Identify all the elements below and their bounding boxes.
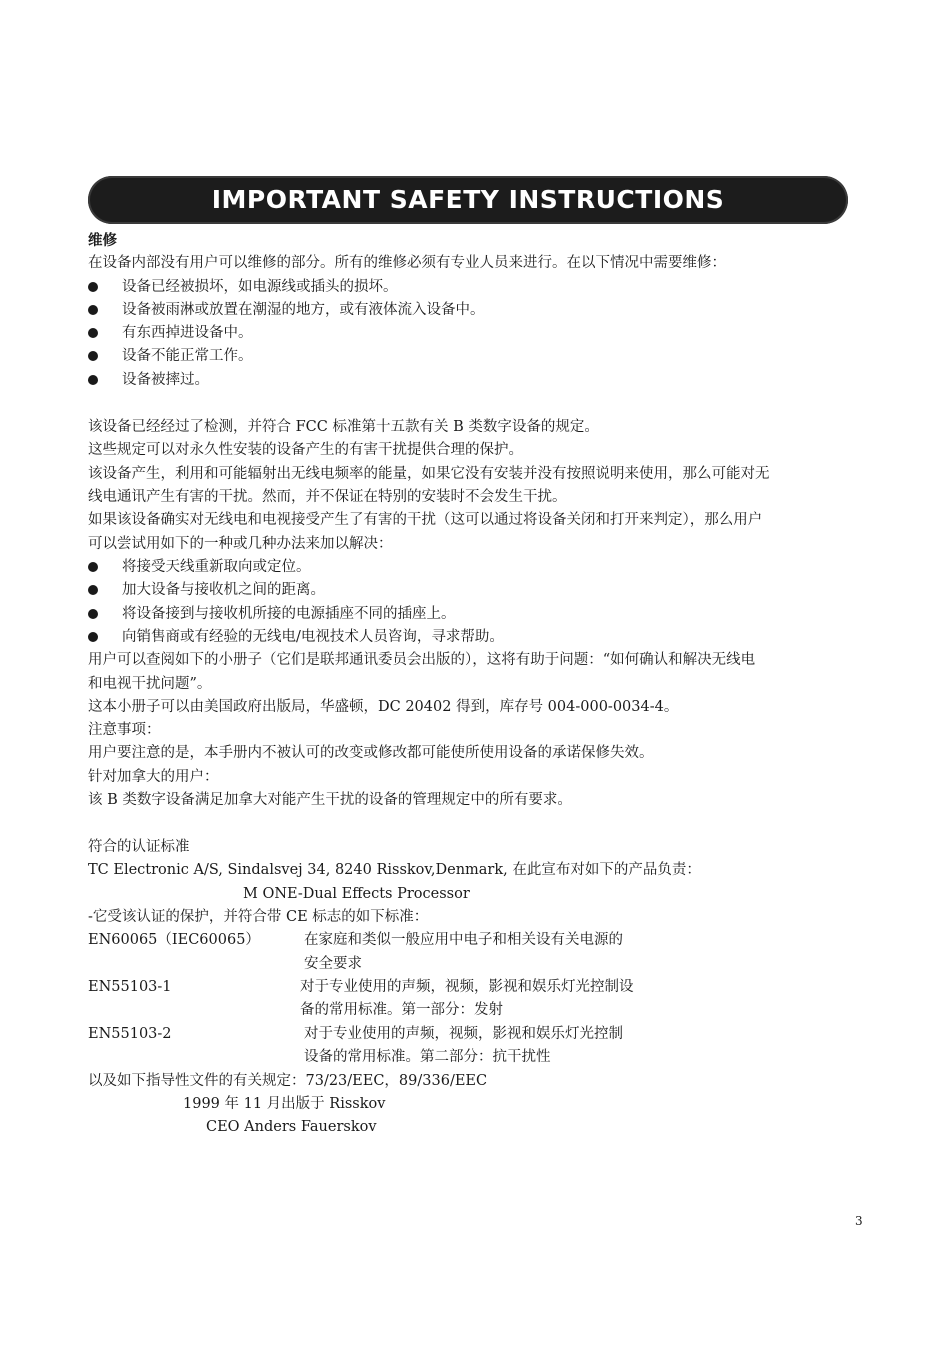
product-name: M ONE-Dual Effects Processor — [243, 886, 470, 902]
fcc-paragraph-line: 如果该设备确实对无线电和电视接受产生了有害的干扰（这可以通过将设备关闭和打开来判定），那么用户 — [88, 512, 763, 528]
fcc-bullet: 加大设备与接收机之间的距离。 — [122, 582, 325, 598]
service-bullet: 设备不能正常工作。 — [122, 348, 253, 364]
standard-code: EN55103-2 — [88, 1026, 172, 1042]
standard-description: 在家庭和类似一般应用中电子和相关设有关电源的 — [304, 932, 623, 948]
fcc-paragraph-line: 这些规定可以对永久性安装的设备产生的有害干扰提供合理的保护。 — [88, 442, 523, 458]
bullet-dot — [88, 375, 98, 385]
standard-description: 备的常用标准。第一部分：发射 — [300, 1002, 503, 1018]
fcc-paragraph-line: 线电通讯产生有害的干扰。然而，并不保证在特别的安装时不会发生干扰。 — [88, 489, 567, 505]
bullet-dot — [88, 305, 98, 315]
fcc-paragraph-line: 这本小册子可以由美国政府出版局，华盛顿，DC 20402 得到，库存号 004-000-0034-4。 — [88, 699, 679, 715]
standard-description: 安全要求 — [304, 956, 362, 972]
standard-description: 设备的常用标准。第二部分：抗干扰性 — [304, 1049, 551, 1065]
conformity-heading: 符合的认证标准 — [88, 839, 190, 855]
issued-line: 1999 年 11 月出版于 Risskov — [183, 1096, 386, 1112]
fcc-paragraph-line: 该 B 类数字设备满足加拿大对能产生干扰的设备的管理规定中的所有要求。 — [88, 792, 572, 808]
service-intro: 在设备内部没有用户可以维修的部分。所有的维修必须有专业人员来进行。在以下情况中需要维修： — [88, 255, 726, 271]
directive-line: 以及如下指导性文件的有关规定：73/23/EEC，89/336/EEC — [88, 1073, 488, 1089]
bullet-dot — [88, 585, 98, 595]
safety-banner — [88, 176, 848, 224]
conformity-intro: -它受该认证的保护，并符合带 CE 标志的如下标准： — [88, 909, 429, 925]
fcc-paragraph-line: 该设备已经经过了检测，并符合 FCC 标准第十五款有关 B 类数字设备的规定。 — [88, 419, 599, 435]
standard-description: 对于专业使用的声频，视频，影视和娱乐灯光控制设 — [300, 979, 634, 995]
fcc-paragraph-line: 可以尝试用如下的一种或几种办法来加以解决： — [88, 536, 393, 552]
bullet-dot — [88, 632, 98, 642]
fcc-paragraph-line: 用户要注意的是，本手册内不被认可的改变或修改都可能使所使用设备的承诺保修失效。 — [88, 745, 654, 761]
bullet-dot — [88, 351, 98, 361]
service-bullet: 有东西掉进设备中。 — [122, 325, 253, 341]
fcc-bullet: 将设备接到与接收机所接的电源插座不同的插座上。 — [122, 606, 456, 622]
conformity-company: TC Electronic A/S, Sindalsvej 34, 8240 Risskov,Denmark, 在此宣布对如下的产品负责： — [88, 862, 701, 878]
signature-line: CEO Anders Fauerskov — [206, 1119, 377, 1135]
fcc-paragraph-line: 注意事项： — [88, 722, 161, 738]
fcc-paragraph-line: 该设备产生，利用和可能辐射出无线电频率的能量，如果它没有安装并没有按照说明来使用，那么可能对无 — [88, 466, 770, 482]
standard-code: EN55103-1 — [88, 979, 172, 995]
standard-code: EN60065（IEC60065） — [88, 932, 260, 948]
standard-description: 对于专业使用的声频，视频，影视和娱乐灯光控制 — [304, 1026, 623, 1042]
fcc-bullet: 将接受天线重新取向或定位。 — [122, 559, 311, 575]
fcc-paragraph-line: 用户可以查阅如下的小册子（它们是联邦通讯委员会出版的），这将有助于问题：“如何确认和解决无线电 — [88, 652, 756, 668]
bullet-dot — [88, 609, 98, 619]
bullet-dot — [88, 562, 98, 572]
page-number: 3 — [855, 1214, 863, 1228]
service-heading: 维修 — [88, 232, 117, 249]
fcc-paragraph-line: 和电视干扰问题”。 — [88, 676, 212, 692]
service-bullet: 设备被雨淋或放置在潮湿的地方，或有液体流入设备中。 — [122, 302, 485, 318]
bullet-dot — [88, 328, 98, 338]
bullet-dot — [88, 282, 98, 292]
fcc-paragraph-line: 针对加拿大的用户： — [88, 769, 219, 785]
service-bullet: 设备已经被损坏，如电源线或插头的损坏。 — [122, 279, 398, 295]
fcc-bullet: 向销售商或有经验的无线电/电视技术人员咨询，寻求帮助。 — [122, 629, 504, 645]
service-bullet: 设备被摔过。 — [122, 372, 209, 388]
banner-title: IMPORTANT SAFETY INSTRUCTIONS — [211, 185, 725, 214]
